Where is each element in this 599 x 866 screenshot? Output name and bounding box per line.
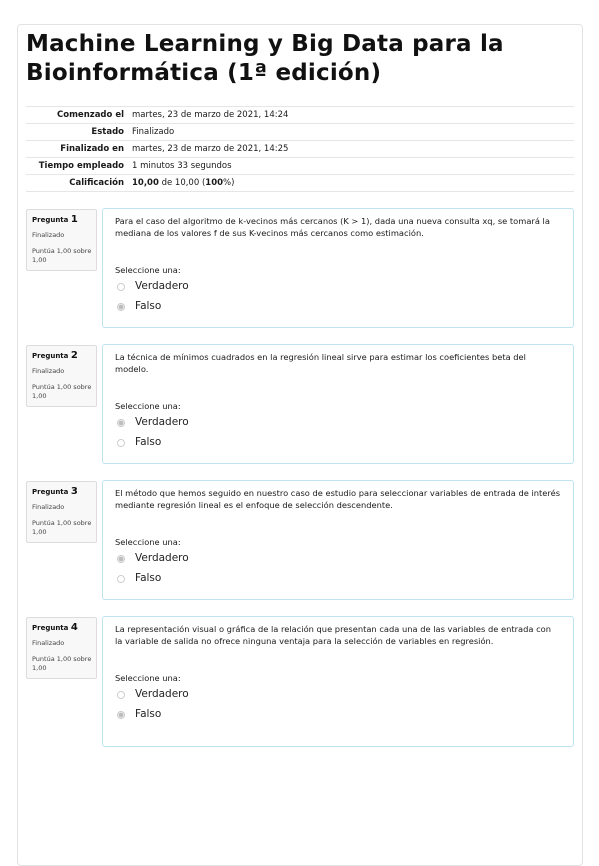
question-info: [26, 617, 97, 679]
question-number: [32, 622, 92, 633]
answer-label: Verdadero: [135, 280, 189, 293]
radio-button-checked[interactable]: [117, 555, 125, 563]
question-number: [32, 350, 92, 361]
question-state: Finalizado: [32, 231, 65, 239]
answer-label: Falso: [135, 436, 162, 449]
question-text: Para el caso del algoritmo de k-vecinos más cercanos (K > 1), dada una nueva consulta xq, se tomará la mediana de los valores f de sus K-vecinos más cercanos como estimación.: [115, 216, 550, 238]
summary-label: Finalizado en: [60, 144, 124, 154]
question-grade: Puntúa 1,00 sobre 1,00: [32, 383, 92, 400]
summary-row: [26, 124, 574, 141]
radio-button[interactable]: [117, 283, 125, 291]
summary-row: [26, 158, 574, 175]
question-state: Finalizado: [32, 639, 65, 647]
answer-option[interactable]: [115, 277, 561, 298]
question-info: [26, 209, 97, 271]
question-label: Pregunta: [32, 624, 69, 632]
radio-button[interactable]: [117, 439, 125, 447]
question-state: Finalizado: [32, 503, 65, 511]
question-label: Pregunta: [32, 488, 69, 496]
summary-row: [26, 175, 574, 192]
question-label: Pregunta: [32, 216, 69, 224]
answer-prompt: Seleccione una:: [115, 537, 181, 547]
question-grade: Puntúa 1,00 sobre 1,00: [32, 247, 92, 264]
summary-row: [26, 141, 574, 158]
answer-option[interactable]: [115, 569, 561, 590]
summary-label: Estado: [91, 127, 124, 137]
question-text: La representación visual o gráfica de la relación que presentan cada una de las variables de entrada con la variable de salida no ofrece ninguna ventaja para la selección de variables en regresión.: [115, 624, 551, 646]
question-content: [102, 344, 574, 464]
answer-label: Verdadero: [135, 688, 189, 701]
summary-label: Comenzado el: [57, 110, 124, 120]
answer-label: Falso: [135, 572, 162, 585]
answer-option[interactable]: [115, 549, 561, 570]
answer-prompt: Seleccione una:: [115, 265, 181, 275]
answer-label: Falso: [135, 708, 162, 721]
grade-score: 10,00: [132, 178, 159, 188]
question-info: [26, 481, 97, 543]
question-state: Finalizado: [32, 367, 65, 375]
answer-option[interactable]: [115, 413, 561, 434]
answer-option[interactable]: [115, 297, 561, 318]
question-text: La técnica de mínimos cuadrados en la regresión lineal sirve para estimar los coeficientes beta del modelo.: [115, 352, 526, 374]
question-grade: Puntúa 1,00 sobre 1,00: [32, 519, 92, 536]
answer-option[interactable]: [115, 685, 561, 706]
question-number: [32, 486, 92, 497]
question-grade: Puntúa 1,00 sobre 1,00: [32, 655, 92, 672]
question-content: [102, 480, 574, 600]
question-number: [32, 214, 92, 225]
question-content: [102, 208, 574, 328]
answer-label: Falso: [135, 300, 162, 313]
attempt-summary-table: [26, 106, 574, 192]
summary-value: 1 minutos 33 segundos: [132, 161, 232, 171]
summary-label: Calificación: [69, 178, 124, 188]
page-title: Machine Learning y Big Data para la Bioinformática (1ª edición): [26, 31, 504, 86]
summary-value: martes, 23 de marzo de 2021, 14:24: [132, 110, 289, 120]
radio-button[interactable]: [117, 691, 125, 699]
radio-button[interactable]: [117, 575, 125, 583]
summary-row: [26, 107, 574, 124]
radio-button-checked[interactable]: [117, 711, 125, 719]
summary-label: Tiempo empleado: [38, 161, 124, 171]
answer-label: Verdadero: [135, 416, 189, 429]
question-number-value: 4: [70, 622, 78, 633]
answer-prompt: Seleccione una:: [115, 401, 181, 411]
radio-button-checked[interactable]: [117, 419, 125, 427]
summary-value: Finalizado: [132, 127, 175, 137]
question-number-value: 2: [70, 350, 78, 361]
grade-value: [130, 175, 574, 192]
answer-option[interactable]: [115, 433, 561, 454]
question-info: [26, 345, 97, 407]
grade-max: de 10,00 (: [158, 178, 206, 188]
grade-percent-suffix: %): [223, 178, 235, 188]
summary-value: martes, 23 de marzo de 2021, 14:25: [132, 144, 289, 154]
answer-prompt: Seleccione una:: [115, 673, 181, 683]
question-number-value: 1: [70, 214, 78, 225]
grade-percent: 100: [205, 178, 224, 188]
question-number-value: 3: [70, 486, 78, 497]
question-content: [102, 616, 574, 747]
radio-button-checked[interactable]: [117, 303, 125, 311]
answer-option[interactable]: [115, 705, 561, 726]
question-text: El método que hemos seguido en nuestro caso de estudio para seleccionar variables de entrada de interés mediante regresión lineal es el enfoque de selección descendente.: [115, 488, 561, 510]
question-label: Pregunta: [32, 352, 69, 360]
answer-label: Verdadero: [135, 552, 189, 565]
